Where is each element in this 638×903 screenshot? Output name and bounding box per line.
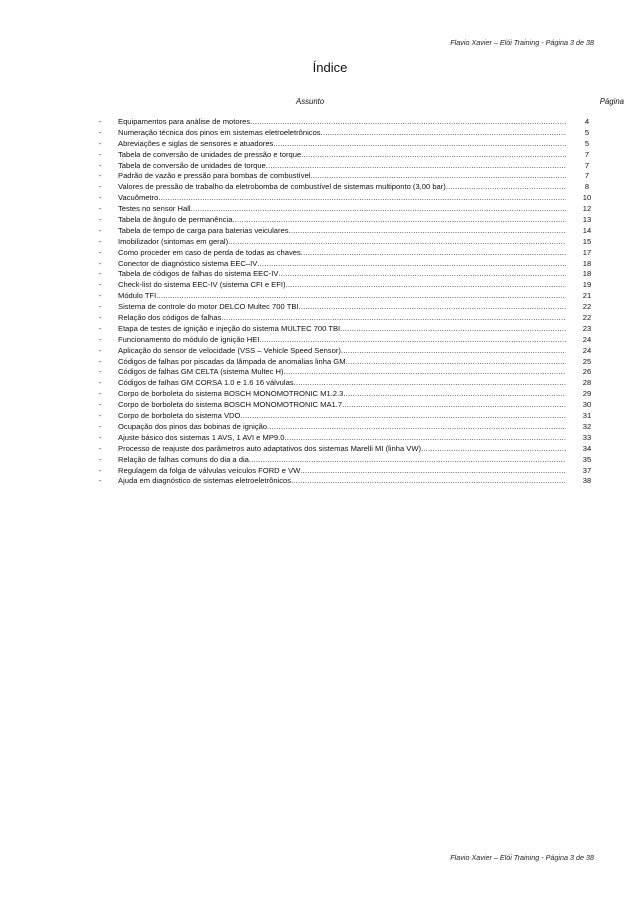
toc-entry: [0, 128, 638, 139]
toc-entry-page-number: 14: [582, 225, 592, 235]
toc-entry-bullet: -: [99, 389, 102, 399]
toc-entry-title: Tabela de conversão de unidades de pressão e torque .....: [118, 150, 566, 161]
toc-entry-title: Tabela de conversão de unidades de torque .....: [118, 161, 566, 172]
toc-entry: [0, 226, 638, 237]
toc-entry-title: Sistema de controle do motor DELCO Multec 700 TBI .....: [118, 302, 566, 313]
toc-entry-title: Conector de diagnóstico sistema EEC–IV .....: [118, 259, 566, 270]
toc-entry: [0, 280, 638, 291]
toc-entry: [0, 215, 638, 226]
toc-entry-bullet: -: [99, 193, 102, 203]
toc-entry-bullet: -: [99, 356, 102, 366]
toc-entry-bullet: -: [99, 334, 102, 344]
toc-entry-page-number: 28: [582, 378, 592, 388]
toc-entry: [0, 313, 638, 324]
toc-entry-page-number: 34: [582, 443, 592, 453]
toc-entry-page-number: 5: [584, 138, 590, 148]
toc-entry: [0, 291, 638, 302]
toc-entry-page-number: 10: [582, 193, 592, 203]
page-title: Índice: [312, 60, 348, 75]
toc-entry-bullet: -: [99, 127, 102, 137]
toc-entry-page-number: 8: [584, 182, 590, 192]
toc-entry-title: Check-list do sistema EEC-IV (sistema CFI e EFI) .....: [118, 280, 566, 291]
toc-entry-page-number: 22: [582, 302, 592, 312]
toc-entry-page-number: 5: [584, 127, 590, 137]
toc-entry-page-number: 13: [582, 215, 592, 225]
toc-entry: [0, 411, 638, 422]
toc-entry-bullet: -: [99, 291, 102, 301]
toc-entry-bullet: -: [99, 443, 102, 453]
toc-entry-page-number: 30: [582, 400, 592, 410]
toc-entry-bullet: -: [99, 378, 102, 388]
toc-entry-title: Padrão de vazão e pressão para bombas de combustível .....: [118, 171, 566, 182]
toc-entry-page-number: 19: [582, 280, 592, 290]
toc-entry-bullet: -: [99, 215, 102, 225]
toc-entry-page-number: 24: [582, 334, 592, 344]
toc-entry: [0, 433, 638, 444]
toc-entry-page-number: 12: [582, 204, 592, 214]
toc-entry-bullet: -: [99, 258, 102, 268]
column-header-page: Página: [599, 97, 624, 106]
toc-entry-page-number: 33: [582, 432, 592, 442]
toc-entry-title: Ocupação dos pinos das bobinas de ignição .....: [118, 422, 566, 433]
toc-entry: [0, 248, 638, 259]
toc-entry-bullet: -: [99, 149, 102, 159]
toc-entry-title: Imobilizador (sintomas em geral) .....: [118, 237, 566, 248]
toc-entry-page-number: 22: [582, 313, 592, 323]
toc-entry: [0, 324, 638, 335]
toc-entry-title: Tabela de ângulo de permanência .....: [118, 215, 566, 226]
toc-entry-page-number: 18: [582, 269, 592, 279]
toc-entry: [0, 422, 638, 433]
toc-entry-bullet: -: [99, 269, 102, 279]
toc-entry-title: Corpo de borboleta do sistema BOSCH MONOMOTRONIC MA1.7 .....: [118, 400, 566, 411]
toc-entry-bullet: -: [99, 313, 102, 323]
toc-entry-title: Códigos de falhas GM CORSA 1.0 e 1.6 16 válvulas .....: [118, 378, 566, 389]
toc-entry: [0, 182, 638, 193]
page-header: Flavio Xavier – Elói Training - Página 3 de 38: [450, 38, 594, 47]
toc-entry: [0, 389, 638, 400]
toc-entry-title: Processo de reajuste dos parâmetros auto adaptativos dos sistemas Marelli MI (linha VW) .....: [118, 444, 566, 455]
toc-entry-bullet: -: [99, 432, 102, 442]
toc-entry-page-number: 15: [582, 236, 592, 246]
toc-entry-title: Módulo TFI .....: [118, 291, 566, 302]
toc-entry: [0, 378, 638, 389]
toc-entry-bullet: -: [99, 182, 102, 192]
toc-entry-title: Códigos de falhas GM CELTA (sistema Multec H) .....: [118, 367, 566, 378]
toc-entry: [0, 466, 638, 477]
toc-entry-bullet: -: [99, 400, 102, 410]
toc-entry-title: Tabela de códigos de falhas do sistema EEC-IV .....: [118, 269, 566, 280]
toc-entry-page-number: 25: [582, 356, 592, 366]
toc-entry-bullet: -: [99, 345, 102, 355]
toc-entry-bullet: -: [99, 302, 102, 312]
toc-entry-title: Valores de pressão de trabalho da eletrobomba de combustível de sistemas multiponto (3,00 bar) .....: [118, 182, 566, 193]
toc-entry-title: Etapa de testes de ignição e injeção do sistema MULTEC 700 TBI .....: [118, 324, 566, 335]
toc-entry-title: Regulagem da folga de válvulas veículos FORD e VW .....: [118, 466, 566, 477]
toc-entry: [0, 204, 638, 215]
toc-entry: [0, 346, 638, 357]
toc-entry-page-number: 24: [582, 345, 592, 355]
toc-entry-page-number: 38: [582, 476, 592, 486]
toc-entry: [0, 139, 638, 150]
toc-entry-title: Aplicação do sensor de velocidade (VSS – Vehicle Speed Sensor) .....: [118, 346, 566, 357]
toc-entry-page-number: 35: [582, 454, 592, 464]
page-footer: Flavio Xavier – Elói Training - Página 3 de 38: [450, 853, 594, 862]
toc-entry-page-number: 21: [582, 291, 592, 301]
toc-entry-bullet: -: [99, 454, 102, 464]
toc-entry-bullet: -: [99, 367, 102, 377]
toc-entry: [0, 357, 638, 368]
toc-entry-page-number: 17: [582, 247, 592, 257]
toc-entry-page-number: 31: [582, 411, 592, 421]
toc-entry-title: Funcionamento do módulo de ignição HEI .....: [118, 335, 566, 346]
table-of-contents: [0, 117, 638, 487]
toc-entry-bullet: -: [99, 247, 102, 257]
toc-entry-title: Como proceder em caso de perda de todas as chaves .....: [118, 248, 566, 259]
toc-entry-title: Vacuômetro .....: [118, 193, 566, 204]
toc-entry-bullet: -: [99, 280, 102, 290]
toc-entry-bullet: -: [99, 138, 102, 148]
toc-entry-page-number: 4: [584, 117, 590, 126]
toc-entry-title: Corpo de borboleta do sistema VDO .....: [118, 411, 566, 422]
toc-entry: [0, 161, 638, 172]
toc-entry-title: Relação de falhas comuns do dia a dia .....: [118, 455, 566, 466]
toc-entry-page-number: 7: [584, 171, 590, 181]
toc-entry-page-number: 26: [582, 367, 592, 377]
toc-entry: [0, 117, 638, 128]
toc-entry-bullet: -: [99, 236, 102, 246]
toc-entry-page-number: 32: [582, 421, 592, 431]
toc-entry-page-number: 18: [582, 258, 592, 268]
toc-entry: [0, 335, 638, 346]
toc-entry-title: Códigos de falhas por piscadas da lâmpada de anomalias linha GM .....: [118, 357, 566, 368]
toc-entry-title: Ajuste básico dos sistemas 1 AVS, 1 AVI e MP9.0 .....: [118, 433, 566, 444]
toc-entry-page-number: 37: [582, 465, 592, 475]
toc-entry: [0, 444, 638, 455]
toc-entry-bullet: -: [99, 204, 102, 214]
toc-entry-title: Abreviações e siglas de sensores e atuadores .....: [118, 139, 566, 150]
toc-entry-title: Corpo de borboleta do sistema BOSCH MONOMOTRONIC M1.2.3 .....: [118, 389, 566, 400]
toc-entry: [0, 269, 638, 280]
toc-entry-bullet: -: [99, 323, 102, 333]
toc-entry: [0, 171, 638, 182]
column-header-subject: Assunto: [296, 97, 325, 106]
toc-entry: [0, 367, 638, 378]
toc-entry: [0, 455, 638, 466]
toc-entry-page-number: 7: [584, 160, 590, 170]
toc-entry: [0, 302, 638, 313]
toc-entry-title: Equipamentos para análise de motores .....: [118, 117, 566, 128]
toc-entry-title: Tabela de tempo de carga para baterias veiculares .....: [118, 226, 566, 237]
toc-entry: [0, 476, 638, 487]
toc-entry-title: Ajuda em diagnóstico de sistemas eletroeletrônicos .....: [118, 476, 566, 487]
toc-entry-page-number: 29: [582, 389, 592, 399]
toc-entry-title: Testes no sensor Hall .....: [118, 204, 566, 215]
toc-entry-bullet: -: [99, 225, 102, 235]
toc-entry: [0, 259, 638, 270]
toc-entry-page-number: 7: [584, 149, 590, 159]
toc-entry: [0, 400, 638, 411]
toc-entry-bullet: -: [99, 171, 102, 181]
toc-entry-bullet: -: [99, 476, 102, 486]
toc-entry-bullet: -: [99, 411, 102, 421]
toc-entry-bullet: -: [99, 421, 102, 431]
toc-entry-bullet: -: [99, 465, 102, 475]
toc-entry-title: Relação dos códigos de falhas .....: [118, 313, 566, 324]
toc-entry-title: Numeração técnica dos pinos em sistemas eletroeletrônicos .....: [118, 128, 566, 139]
toc-entry: [0, 193, 638, 204]
toc-entry-page-number: 23: [582, 323, 592, 333]
toc-entry-bullet: -: [99, 117, 102, 126]
toc-entry-bullet: -: [99, 160, 102, 170]
toc-entry: [0, 150, 638, 161]
toc-entry: [0, 237, 638, 248]
